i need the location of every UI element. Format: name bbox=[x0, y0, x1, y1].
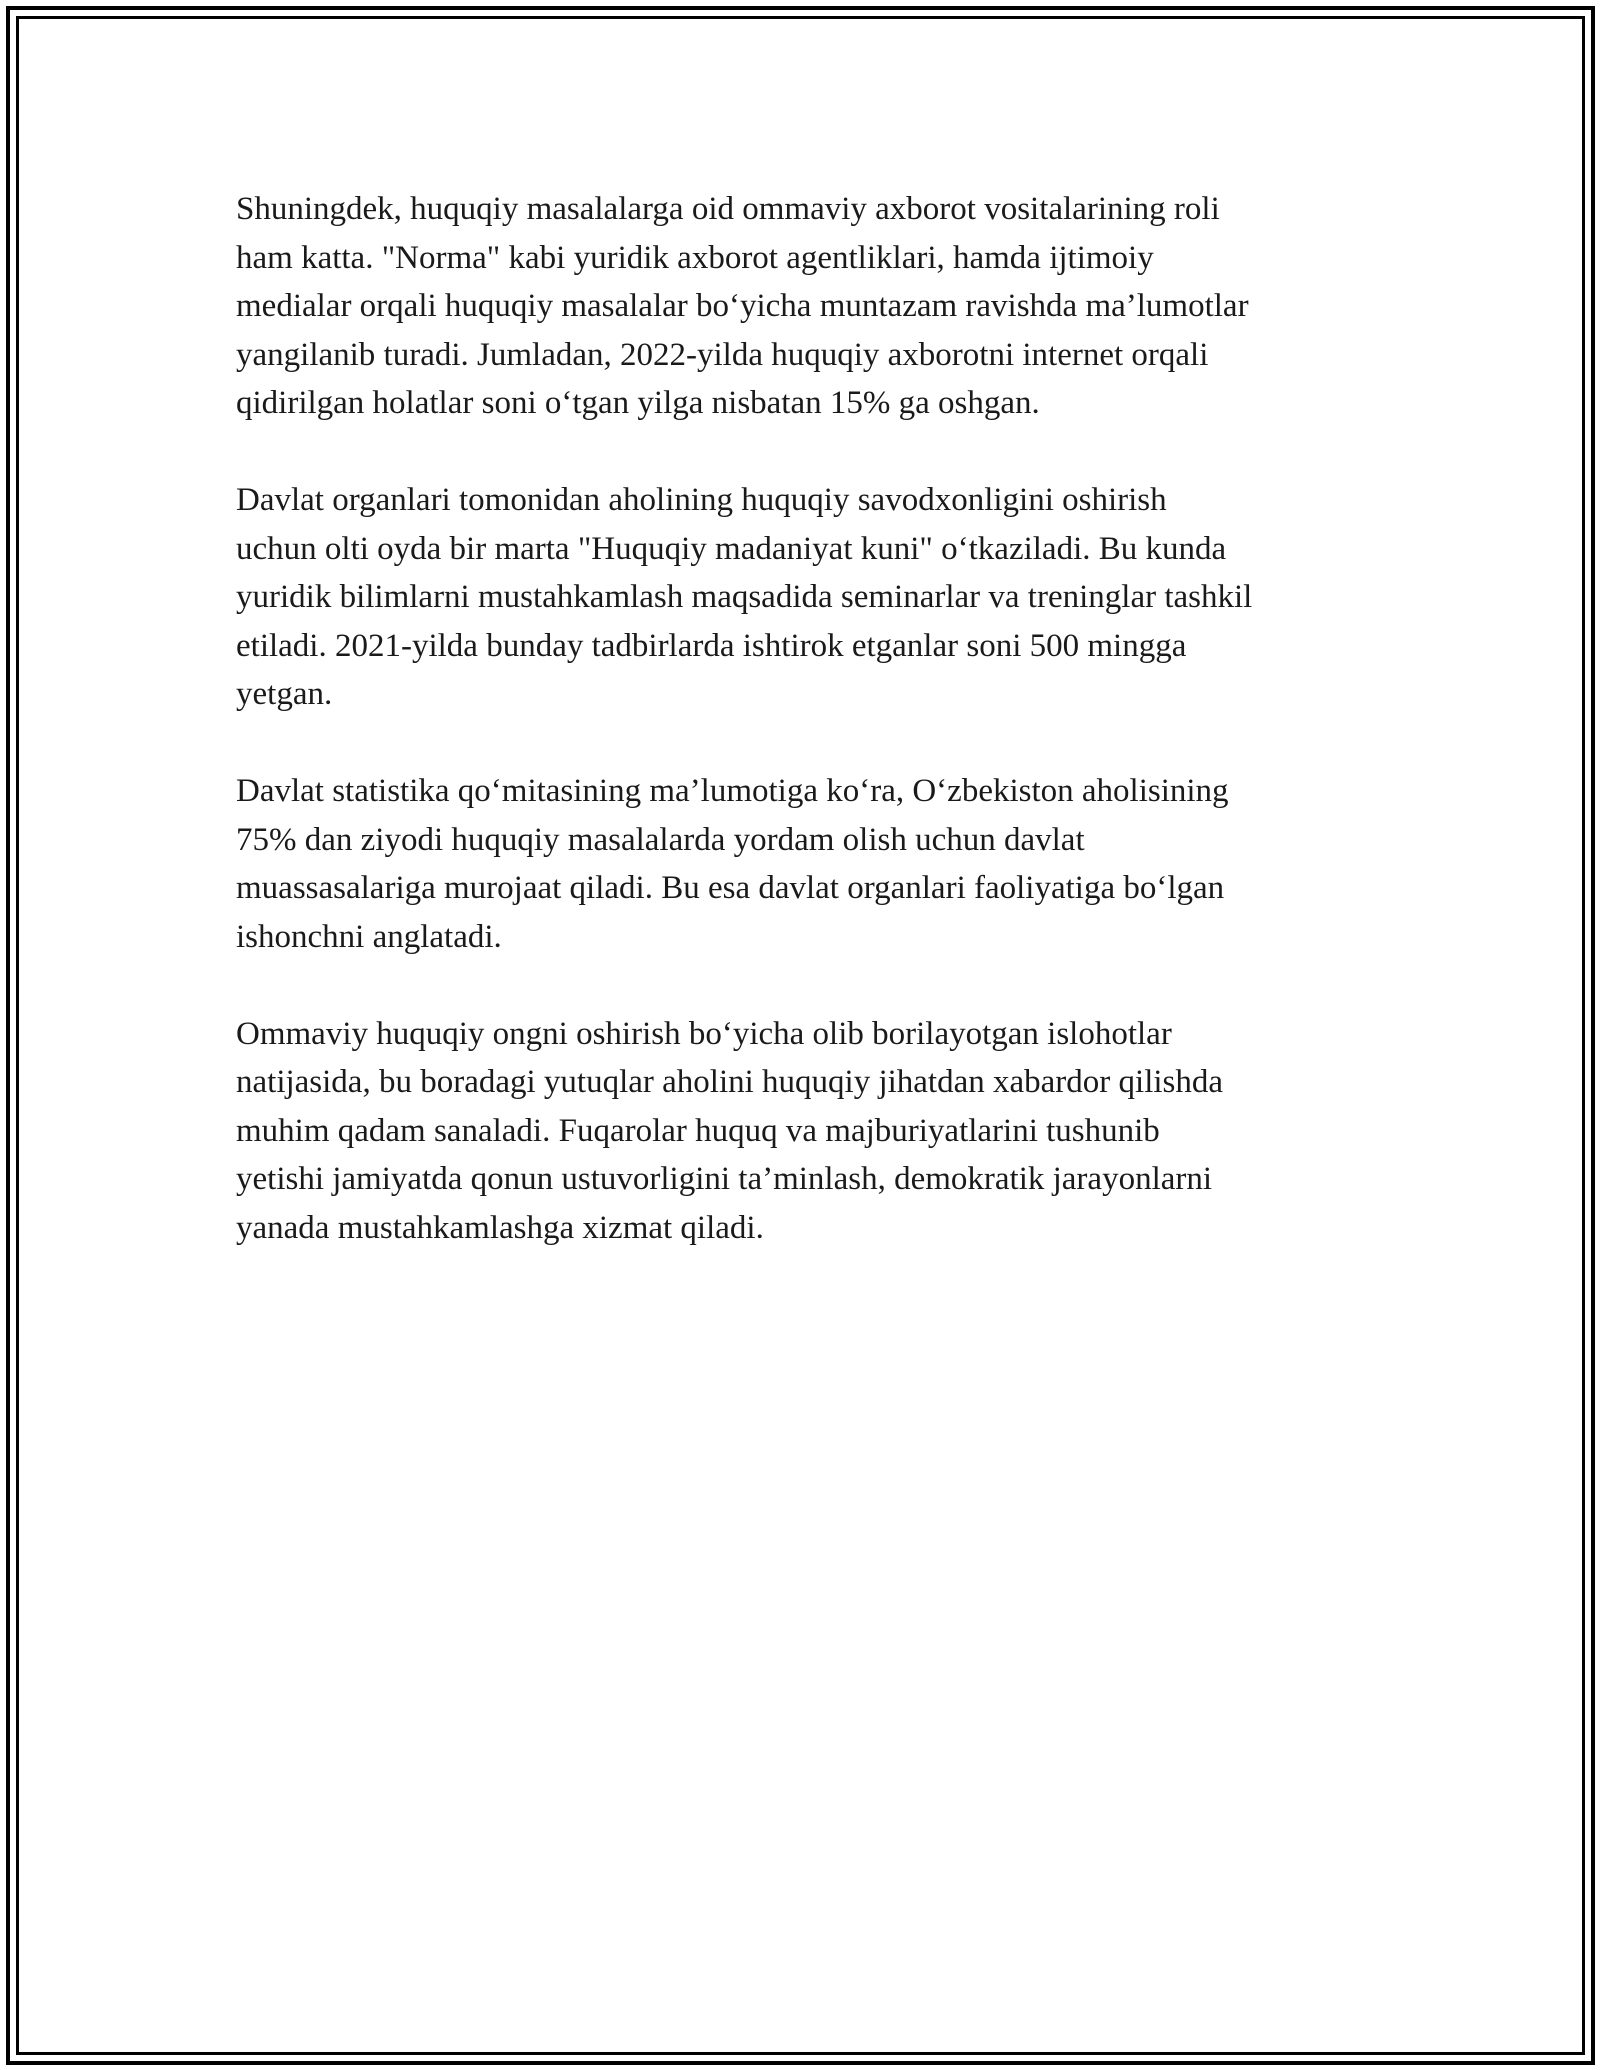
paragraph-legal-culture-day: Davlat organlari tomonidan aholining huquqiy savodxonligini oshirish uchun olti oyda bir marta "Huquqiy madaniyat kuni" o‘tkaziladi. Bu kunda yuridik bilimlarni mustahkamlash maqsadida seminarlar va treninglar tashkil etiladi. 2021-yilda bunday tadbirlarda ishtirok etganlar soni 500 mingga yetgan. bbox=[236, 482, 1253, 712]
paragraph-reforms: Ommaviy huquqiy ongni oshirish bo‘yicha olib borilayotgan islohotlar natijasida, bu boradagi yutuqlar aholini huquqiy jihatdan xabardor qilishda muhim qadam sanaladi. Fuqarolar huquq va majburiyatlarini tushunib yetishi jamiyatda qonun ustuvorligini ta’minlash, demokratik jarayonlarni yanada mustahkamlashga xizmat qiladi. bbox=[236, 1015, 1224, 1246]
paragraph-statistics: Davlat statistika qo‘mitasining ma’lumotiga ko‘ra, O‘zbekiston aholisining 75% dan ziyodi huquqiy masalalarda yordam olish uchun davlat muassasalariga murojaat qiladi. Bu esa davlat organlari faoliyatiga bo‘lgan ishonchni anglatadi. bbox=[236, 773, 1229, 955]
document-body bbox=[236, 185, 1376, 1301]
paragraph-media-role: Shuningdek, huquqiy masalalarga oid ommaviy axborot vositalarining roli ham katta. "Norma" kabi yuridik axborot agentliklari, hamda ijtimoiy medialar orqali huquqiy masalalar bo‘yicha muntazam ravishda ma’lumotlar yangilanib turadi. Jumladan, 2022-yilda huquqiy axborotni internet orqali qidirilgan holatlar soni o‘tgan yilga nisbatan 15% ga oshgan. bbox=[236, 191, 1249, 421]
